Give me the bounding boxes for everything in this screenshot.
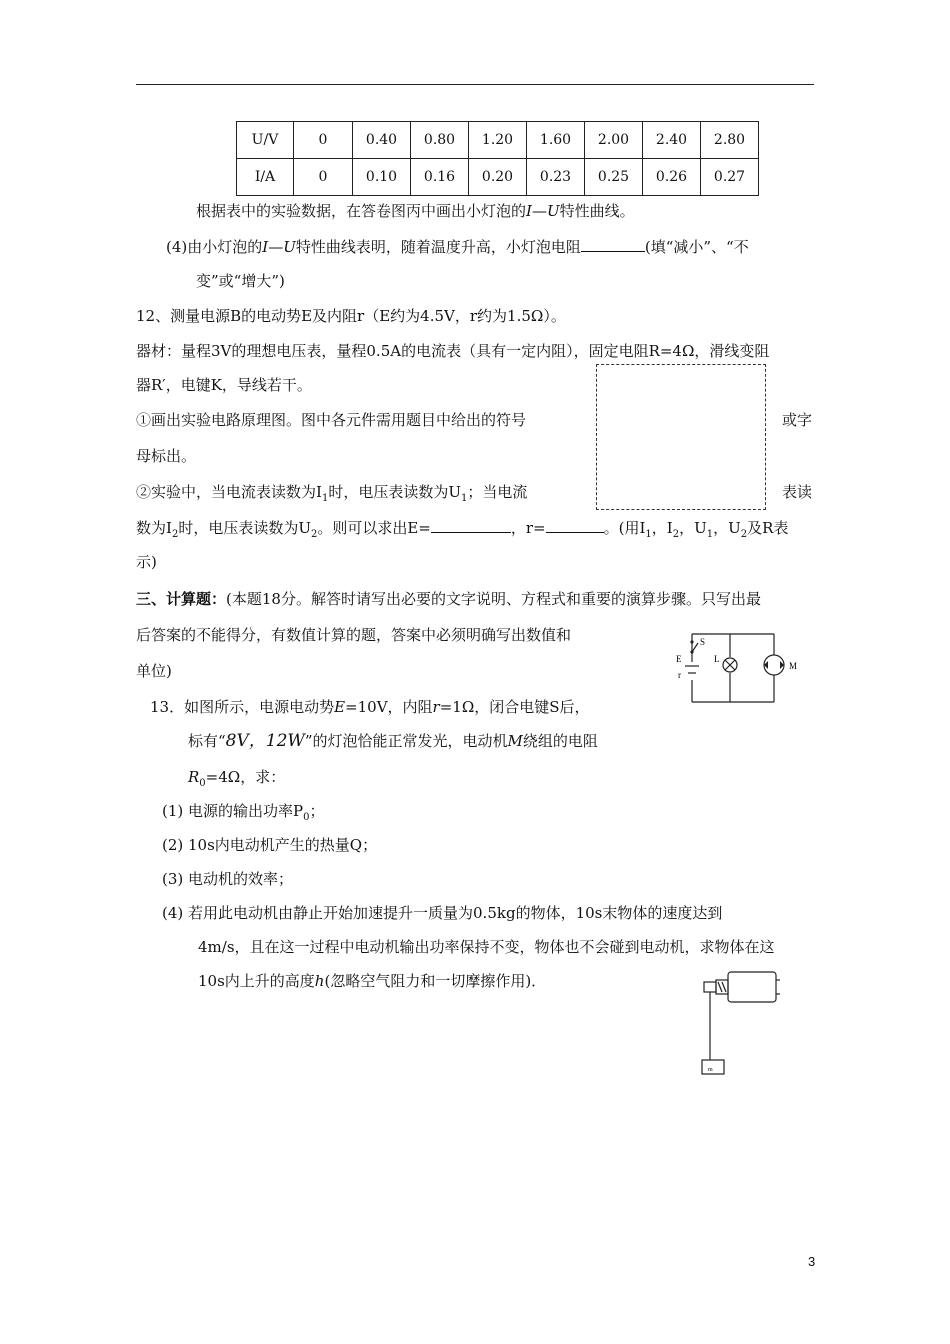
q13-part1: (1) 电源的输出功率$P_0$； — [162, 802, 325, 823]
q12-step1-line2: 母标出。 — [136, 447, 197, 465]
q11-part4-line1: (4)由小灯泡的I—U特性曲线表明，随着温度升高，小灯泡电阻 (填“减小”、“不 — [166, 235, 749, 258]
q12-title: 12、测量电源B的电动势E及内阻r（E约为4.5V，r约为1.5Ω）。 — [136, 307, 566, 325]
i-cell: 0.16 — [411, 159, 469, 196]
q12-step1-line1: ①画出实验电路原理图。图中各元件需用题目中给出的符号 — [136, 411, 527, 429]
section3-intro-line3: 单位) — [136, 662, 172, 680]
u-cell: 2.00 — [585, 122, 643, 159]
iv-data-table — [236, 121, 759, 196]
u-cell: 1.20 — [469, 122, 527, 159]
circuit-drawing-area[interactable] — [596, 364, 766, 510]
i-cell: 0.25 — [585, 159, 643, 196]
section3-heading: 三、计算题： — [136, 590, 227, 608]
page-number: 3 — [808, 1254, 816, 1269]
u-cell: 2.40 — [643, 122, 701, 159]
q12-step2-line1: ②实验中，当电流表读数为$I_1$时，电压表读数为$U_1$；当电流 — [136, 483, 528, 504]
motor-label: M — [789, 661, 798, 671]
table-instruction: 根据表中的实验数据，在答卷图丙中画出小灯泡的I—U特性曲线。 — [196, 202, 635, 220]
mass-label: m — [708, 1067, 713, 1073]
q13-line3: $R_0=4\Omega$，求： — [188, 768, 286, 789]
i-cell: 0.10 — [353, 159, 411, 196]
i-cell: 0 — [294, 159, 353, 196]
emf-label: E — [676, 654, 682, 664]
q12-materials-line1: 器材：量程3V的理想电压表，量程0.5A的电流表（具有一定内阻），固定电阻R=4Ω，滑线变阻 — [136, 342, 770, 360]
i-cell: 0.27 — [701, 159, 759, 196]
table-row — [237, 122, 759, 159]
i-header: I/A — [237, 159, 294, 196]
resistance-label: r — [678, 670, 681, 680]
q12-step2-line3: 示) — [136, 553, 157, 571]
u-cell: 0 — [294, 122, 353, 159]
q12-step2-line2: 数为$I_2$时，电压表读数为$U_2$。则可以求出E= ，r= 。(用$I_1$，$I_2$，$U_1$，$U_2$及R表 — [136, 516, 788, 546]
q13-part4-line2: 4m/s，且在这一过程中电动机输出功率保持不变，物体也不会碰到电动机，求物体在这 — [198, 938, 775, 956]
q13-part3: (3) 电动机的效率； — [162, 870, 294, 888]
answer-blank-resistance[interactable] — [581, 235, 645, 252]
q13-part2: (2) 10s内电动机产生的热量Q； — [162, 836, 378, 854]
q13-line2: 标有“8V，12W”的灯泡恰能正常发光，电动机M绕组的电阻 — [188, 731, 598, 751]
q11-part4-line2: 变”或“增大”) — [196, 272, 285, 290]
switch-label: S — [700, 637, 706, 647]
u-cell: 2.80 — [701, 122, 759, 159]
header-rule — [136, 84, 814, 85]
i-cell: 0.20 — [469, 159, 527, 196]
q12-step1-tail: 或字 — [782, 411, 813, 429]
q13-part4-line1: (4) 若用此电动机由静止开始加速提升一质量为0.5kg的物体，10s末物体的速度达到 — [162, 904, 723, 922]
circuit-diagram — [674, 628, 804, 708]
table-row — [237, 159, 759, 196]
q13-line1: 13．如图所示，电源电动势E=10V，内阻r=1Ω，闭合电键S后， — [150, 698, 590, 716]
q12-step2-tail: 表读 — [782, 483, 813, 501]
section3-intro-line1: 三、计算题：(本题18分。解答时请写出必要的文字说明、方程式和重要的演算步骤。只写出最 — [136, 590, 761, 608]
section3-intro-line2: 后答案的不能得分，有数值计算的题，答案中必须明确写出数值和 — [136, 626, 572, 644]
u-cell: 0.40 — [353, 122, 411, 159]
u-cell: 0.80 — [411, 122, 469, 159]
answer-blank-internal-resistance[interactable] — [546, 516, 604, 533]
q13-part4-line3: 10s内上升的高度h(忽略空气阻力和一切摩擦作用)． — [198, 972, 547, 990]
i-cell: 0.23 — [527, 159, 585, 196]
u-cell: 1.60 — [527, 122, 585, 159]
lamp-label: L — [714, 654, 720, 664]
motor-pulley-diagram — [694, 968, 794, 1078]
i-cell: 0.26 — [643, 159, 701, 196]
answer-blank-emf[interactable] — [431, 516, 511, 533]
u-header: U/V — [237, 122, 294, 159]
q12-materials-line2: 器R′，电键K，导线若干。 — [136, 376, 312, 394]
